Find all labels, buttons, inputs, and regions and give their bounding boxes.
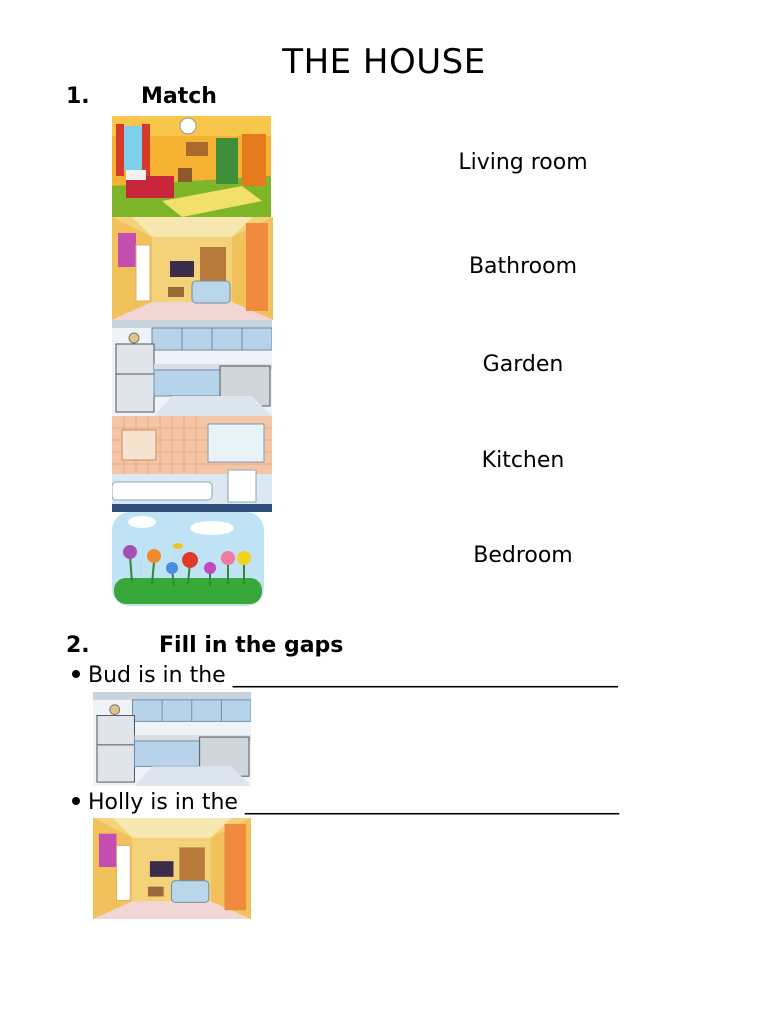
sentence-1-blank[interactable]: ___________________________________ xyxy=(232,663,618,688)
match-word-living-room: Living room xyxy=(458,150,588,175)
bullet-icon xyxy=(72,797,80,805)
sentence-2-text: Holly is in the xyxy=(88,790,245,815)
sentence-2 xyxy=(72,790,619,815)
kitchen-picture-small xyxy=(93,692,251,786)
kitchen-picture xyxy=(112,320,272,416)
sentence-1 xyxy=(72,663,618,688)
bathroom-picture xyxy=(112,416,272,512)
bullet-icon xyxy=(72,670,80,678)
match-word-garden: Garden xyxy=(482,352,564,377)
section-1-title: Match xyxy=(141,84,217,109)
match-word-bedroom: Bedroom xyxy=(473,543,573,568)
match-word-bathroom: Bathroom xyxy=(468,254,578,279)
page-title: THE HOUSE xyxy=(282,42,486,82)
section-2-title: Fill in the gaps xyxy=(159,633,344,658)
sentence-2-blank[interactable]: __________________________________ xyxy=(244,790,619,815)
living-room-picture-small xyxy=(93,818,251,919)
section-1-heading xyxy=(66,84,217,109)
match-word-kitchen: Kitchen xyxy=(481,448,565,473)
sentence-1-text: Bud is in the xyxy=(88,663,233,688)
bedroom-picture xyxy=(112,116,271,217)
section-2-heading xyxy=(66,633,343,658)
garden-picture xyxy=(112,512,264,606)
section-2-number: 2. xyxy=(66,633,90,658)
living-room-picture xyxy=(112,217,273,320)
section-1-number: 1. xyxy=(66,84,90,109)
